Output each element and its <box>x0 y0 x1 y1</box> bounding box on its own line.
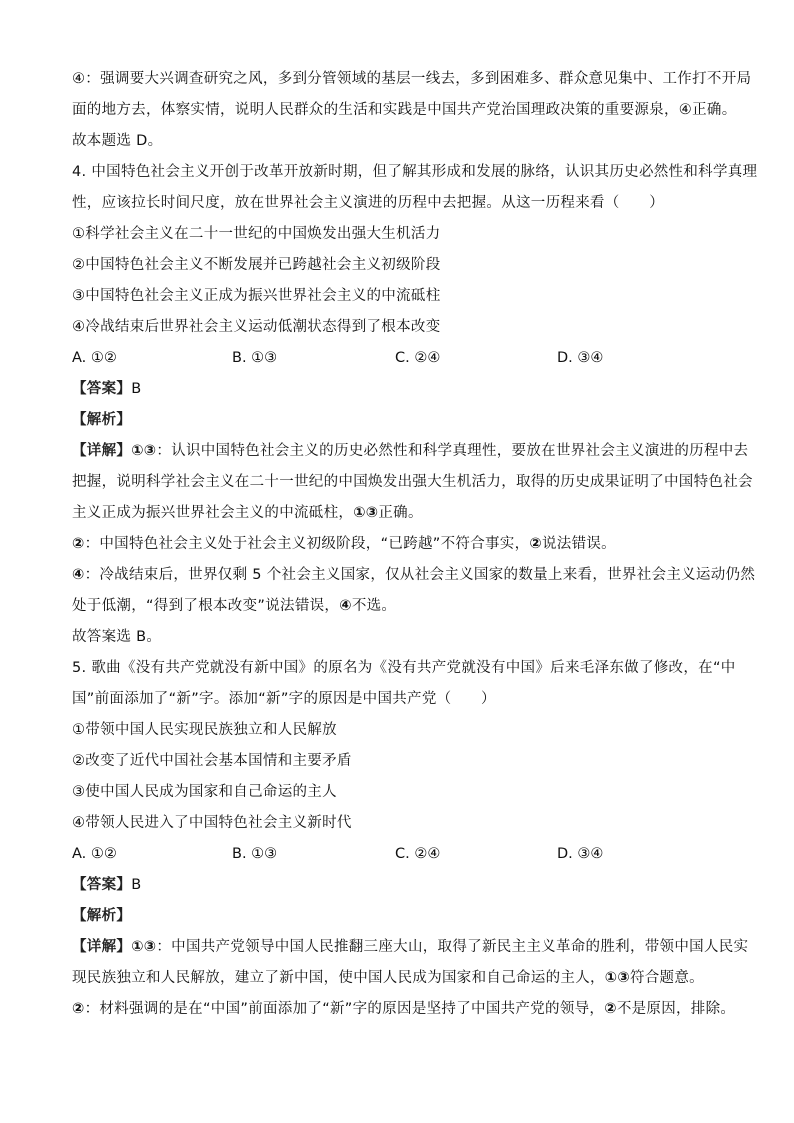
prev-analysis-line-1: ④：强调要大兴调查研究之风，多到分管领域的基层一线去，多到困难多、群众意见集中、工作打不开局 <box>72 71 752 87</box>
q4-choice-b: B. ①③ <box>232 350 278 366</box>
q4-choices <box>72 343 722 374</box>
q4-option-3: ③中国特色社会主义正成为振兴世界社会主义的中流砥柱 <box>72 288 441 304</box>
q5-detail-2c: 符合题意。 <box>629 970 704 986</box>
q4-answer-value: B <box>131 381 142 397</box>
q5-detail-3b: ② <box>604 1001 617 1017</box>
q5-option-3: ③使中国人民成为国家和自己命运的主人 <box>72 784 337 800</box>
q4-detail-2a: ：中国特色社会主义处于社会主义初级阶段，“已跨越”不符合事实， <box>84 536 530 552</box>
q4-detail-6b: ④ <box>339 598 352 614</box>
q5-detail-line-3 <box>72 994 736 1025</box>
q4-detail-6c: 不选。 <box>351 598 397 614</box>
q4-detail-tag: 【详解】 <box>72 443 132 459</box>
q4-answer-tag: 【答案】 <box>72 381 132 397</box>
q5-detail-tag: 【详解】 <box>72 939 132 955</box>
q5-stem-line-2: 国”前面添加了“新”字。添加“新”字的原因是中国共产党（ ） <box>72 691 496 707</box>
q4-conclusion: 故答案选 B。 <box>72 629 162 645</box>
q5-detail-3a: ：材料强调的是在“中国”前面添加了“新”字的原因是坚持了中国共产党的领导， <box>84 1001 605 1017</box>
q5-choice-c: C. ②④ <box>395 846 441 862</box>
q4-detail-3b: ①③ <box>353 505 379 521</box>
q5-option-1: ①带领中国人民实现民族独立和人民解放 <box>72 722 337 738</box>
q4-detail-3-text: ：冷战结束后，世界仅剩 5 个社会主义国家，仅从社会主义国家的数量上来看，世界社会主义运动仍然 <box>84 567 756 583</box>
q4-detail-6a: 处于低潮，“得到了根本改变”说法错误， <box>72 598 340 614</box>
q5-detail-2b: ①③ <box>604 970 630 986</box>
q5-option-4: ④带领人民进入了中国特色社会主义新时代 <box>72 815 352 831</box>
q4-stem-line-2: 性，应该拉长时间尺度，放在世界社会主义演进的历程中去把握。从这一历程来看（ ） <box>72 195 664 211</box>
q4-detail-1-text: ：认识中国特色社会主义的历史必然性和科学真理性，要放在世界社会主义演进的历程中去 <box>156 443 749 459</box>
q4-detail-line-2: 把握，说明科学社会主义在二十一世纪的中国焕发出强大生机活力，取得的历史成果证明了中国特色社会 <box>72 474 753 490</box>
q4-option-2: ②中国特色社会主义不断发展并已跨越社会主义初级阶段 <box>72 257 441 273</box>
q4-option-4: ④冷战结束后世界社会主义运动低潮状态得到了根本改变 <box>72 319 441 335</box>
q4-analysis-tag: 【解析】 <box>72 412 132 428</box>
q4-detail-line-1 <box>72 436 749 467</box>
q4-detail-line-3 <box>72 498 722 529</box>
q4-detail-2-lead: ② <box>72 536 85 552</box>
q4-detail-2c: 说法错误。 <box>541 536 616 552</box>
q4-detail-line-4 <box>72 529 722 560</box>
q4-stem-line-1: 4. 中国特色社会主义开创于改革开放新时期，但了解其形成和发展的脉络，认识其历史必然性和科学真理 <box>72 164 758 180</box>
q5-stem-line-1: 5. 歌曲《没有共产党就没有新中国》的原名为《没有共产党就没有中国》后来毛泽东做了修改，在“中 <box>72 660 736 676</box>
page-content <box>72 64 758 1025</box>
q5-detail-3c: 不是原因，排除。 <box>616 1001 736 1017</box>
q5-choice-a: A. ①② <box>72 846 117 862</box>
q4-detail-1-lead: ①③ <box>131 443 157 459</box>
q4-detail-2b: ② <box>529 536 542 552</box>
q5-answer-value: B <box>131 877 142 893</box>
q5-detail-1-text: ：中国共产党领导中国人民推翻三座大山，取得了新民主主义革命的胜利，带领中国人民实 <box>156 939 749 955</box>
q4-detail-line-6 <box>72 591 722 622</box>
q5-answer <box>72 870 722 901</box>
q5-detail-2a: 现民族独立和人民解放，建立了新中国，使中国人民成为国家和自己命运的主人， <box>72 970 605 986</box>
q5-detail-1-lead: ①③ <box>131 939 157 955</box>
q5-choice-d: D. ③④ <box>557 846 604 862</box>
q5-analysis-heading <box>72 901 722 932</box>
q4-choice-c: C. ②④ <box>395 350 441 366</box>
q5-detail-line-1 <box>72 932 749 963</box>
q4-detail-3a: 主义正成为振兴世界社会主义的中流砥柱， <box>72 505 354 521</box>
q5-analysis-tag: 【解析】 <box>72 908 132 924</box>
q5-detail-2-lead: ② <box>72 1001 85 1017</box>
q4-analysis-heading <box>72 405 722 436</box>
q5-answer-tag: 【答案】 <box>72 877 132 893</box>
q5-detail-line-2 <box>72 963 722 994</box>
q4-detail-line-5 <box>72 560 756 591</box>
q4-detail-3c: 正确。 <box>378 505 423 521</box>
q4-answer <box>72 374 722 405</box>
q4-choice-d: D. ③④ <box>557 350 604 366</box>
q4-detail-3-lead: ④ <box>72 567 85 583</box>
q5-choice-b: B. ①③ <box>232 846 278 862</box>
q4-option-1: ①科学社会主义在二十一世纪的中国焕发出强大生机活力 <box>72 226 441 242</box>
q4-choice-a: A. ①② <box>72 350 117 366</box>
prev-analysis-line-2: 面的地方去，体察实情，说明人民群众的生活和实践是中国共产党治国理政决策的重要源泉，④正确。 <box>72 102 737 118</box>
prev-conclusion: 故本题选 D。 <box>72 133 163 149</box>
q5-choices <box>72 839 722 870</box>
q5-option-2: ②改变了近代中国社会基本国情和主要矛盾 <box>72 753 352 769</box>
